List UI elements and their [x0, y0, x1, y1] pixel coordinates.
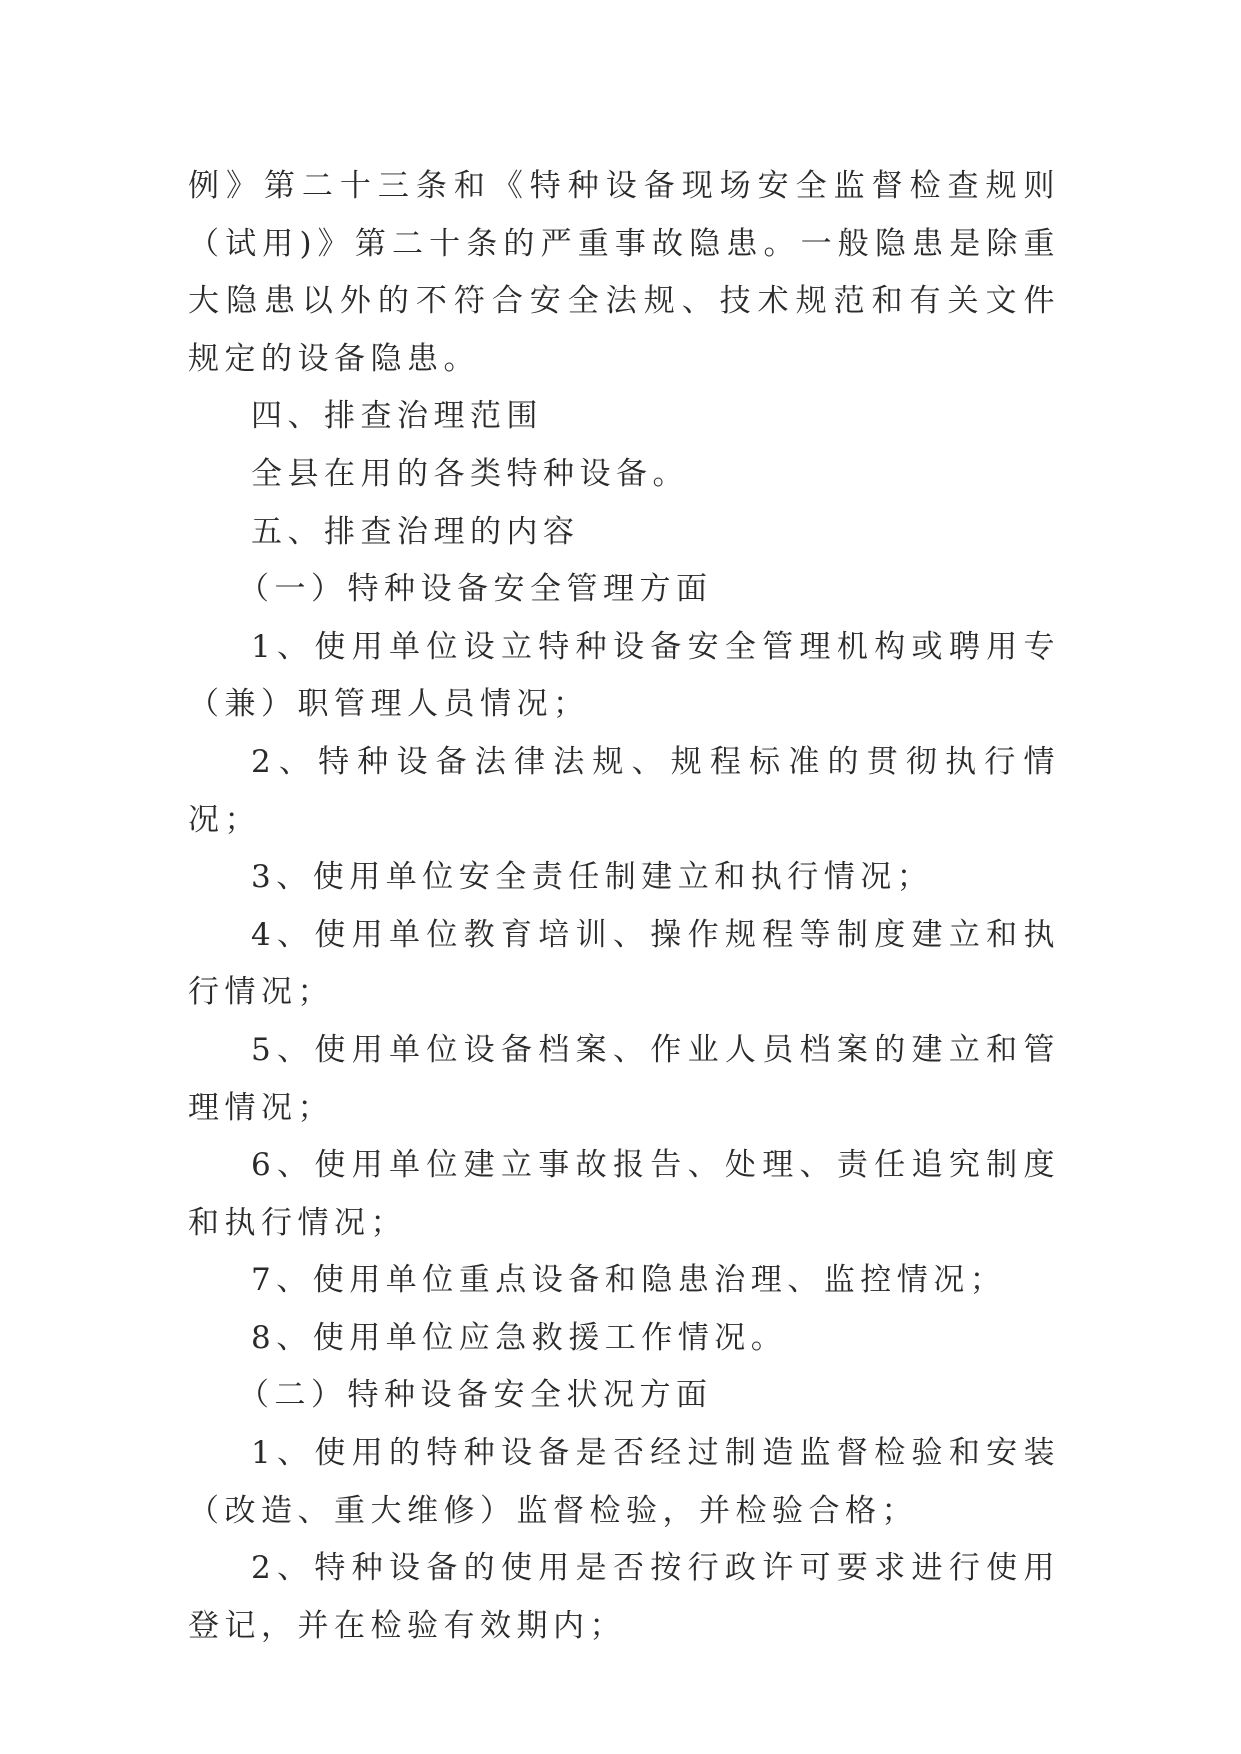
list-item: 8、使用单位应急救援工作情况。 — [251, 1319, 788, 1356]
list-item: 5、使用单位设备档案、作业人员档案的建立和管理情况； — [188, 1031, 1060, 1126]
subsection-heading-2: （二）特种设备安全状况方面 — [238, 1377, 713, 1414]
paragraph-continuation: 例》第二十三条和《特种设备现场安全监督检查规则（试用)》第二十条的严重事故隐患。一般隐患是除重大隐患以外的不符合安全法规、技术规范和有关文件规定的设备隐患。 — [188, 168, 1060, 377]
paragraph-scope: 全县在用的各类特种设备。 — [251, 455, 689, 492]
list-item: 1、使用的特种设备是否经过制造监督检验和安装（改造、重大维修）监督检验，并检验合格； — [188, 1435, 1060, 1529]
list-item: 1、使用单位设立特种设备安全管理机构或聘用专（兼）职管理人员情况； — [188, 628, 1060, 723]
subsection-heading-1: （一）特种设备安全管理方面 — [238, 571, 713, 608]
list-item: 7、使用单位重点设备和隐患治理、监控情况； — [251, 1262, 1007, 1299]
list-item: 3、使用单位安全责任制建立和执行情况； — [251, 859, 934, 896]
section-heading-5: 五、排查治理的内容 — [251, 513, 580, 550]
list-item: 2、特种设备法律法规、规程标准的贯彻执行情况； — [188, 743, 1060, 838]
list-item: 2、特种设备的使用是否按行政许可要求进行使用登记，并在检验有效期内； — [188, 1550, 1060, 1644]
section-heading-4: 四、排查治理范围 — [251, 398, 543, 435]
document-body — [188, 158, 1060, 1655]
list-item: 4、使用单位教育培训、操作规程等制度建立和执行情况； — [188, 916, 1060, 1011]
list-item: 6、使用单位建立事故报告、处理、责任追究制度和执行情况； — [188, 1147, 1060, 1241]
